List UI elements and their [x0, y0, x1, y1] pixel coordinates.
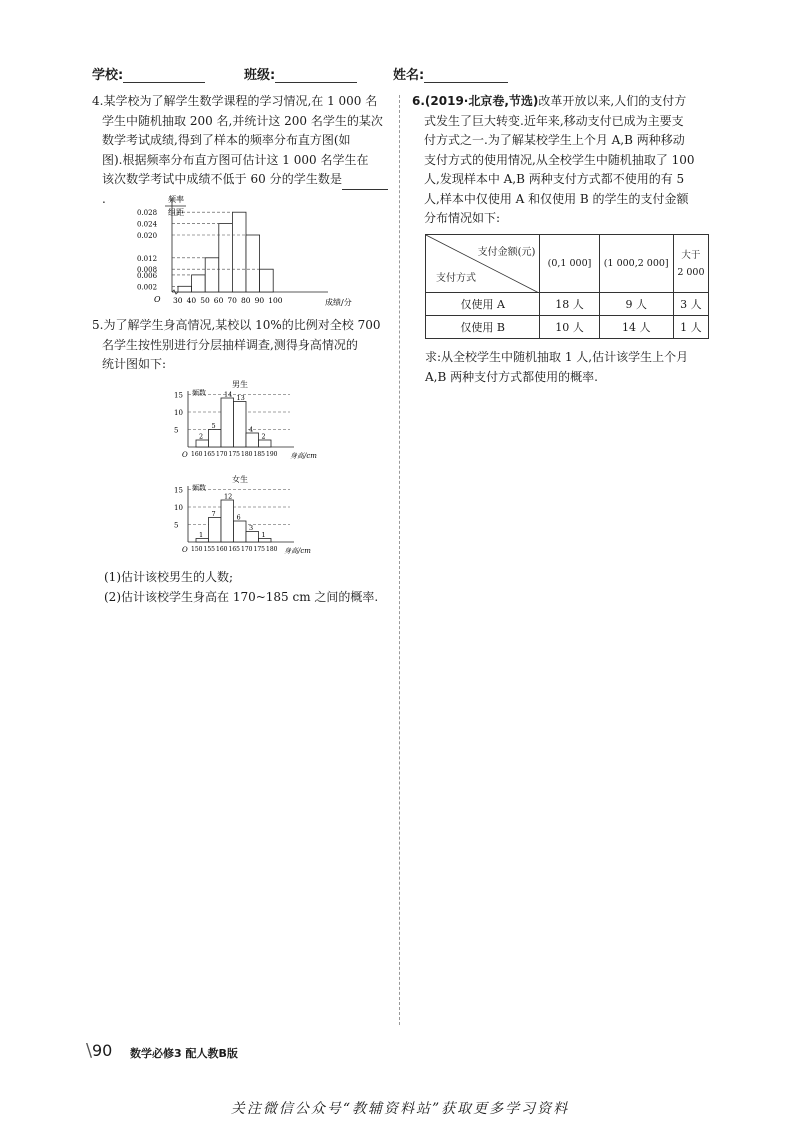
question-6 [412, 92, 709, 229]
y-tick-label: 5 [174, 426, 179, 435]
q6-ask2: A,B 两种支付方式都使用的概率. [425, 369, 598, 384]
table-cell: 9 人 [599, 293, 673, 316]
male-xlabel: 身高/cm [290, 452, 317, 460]
col3-top: 大于 [681, 249, 701, 261]
col-header-1: (0,1 000] [540, 235, 599, 293]
y-tick-label: 15 [174, 391, 183, 400]
histogram-bar [232, 212, 246, 292]
female-origin: O [182, 546, 188, 554]
name-block [393, 64, 508, 83]
y-tick-label: 0.024 [137, 220, 158, 229]
x-tick-label: 165 [228, 546, 240, 553]
footer-slash: \ [86, 1040, 93, 1061]
class-label: 班级: [244, 68, 276, 83]
x-tick-label: 150 [191, 546, 203, 553]
histogram-bar [205, 258, 219, 292]
x-tick-label: 175 [253, 546, 265, 553]
q4-line: 数学考试成绩,得到了样本的频率分布直方图(如 [102, 133, 351, 147]
male-height-chart [172, 377, 342, 463]
y-tick-label: 0.012 [137, 254, 158, 263]
score-histogram [132, 192, 372, 310]
bar-data-label: 5 [211, 422, 216, 430]
y-tick-label: 0.008 [137, 266, 158, 275]
x-tick-label: 70 [227, 296, 237, 305]
height-bar [221, 398, 234, 447]
x-tick-label: 60 [213, 296, 224, 305]
x-tick-label: 175 [228, 451, 240, 458]
female-height-chart [172, 472, 342, 558]
row-label: 仅使用 A [426, 293, 540, 316]
table-row [426, 316, 709, 339]
diag-top: 支付金额(元) [477, 247, 536, 258]
row-label: 仅使用 B [426, 316, 540, 339]
height-bar [234, 402, 247, 448]
bar-data-label: 1 [261, 531, 266, 539]
y-tick-label: 5 [174, 521, 179, 530]
x-tick-label: 80 [241, 296, 251, 305]
x-tick-label: 50 [200, 296, 210, 305]
q5-line: 统计图如下: [102, 357, 167, 371]
ylabel-bottom: 组距 [168, 208, 184, 217]
q6-line: 式发生了巨大转变.近年来,移动支付已成为主要支 [424, 113, 684, 128]
q4-line: 学生中随机抽取 200 名,并统计这 200 名学生的某次 [102, 113, 383, 128]
male-origin: O [182, 451, 188, 459]
height-bar [196, 440, 209, 447]
height-bar [234, 521, 247, 542]
q5-line: 5.为了解学生身高情况,某校以 10%的比例对全校 700 [92, 318, 381, 332]
male-chart-body [174, 391, 294, 459]
y-tick-label: 10 [174, 409, 183, 417]
q6-line: 分布情况如下: [424, 211, 501, 225]
height-bar [209, 430, 222, 448]
bar-data-label: 2 [199, 432, 204, 441]
q5-sub1: (1)估计该校男生的人数; [104, 570, 234, 584]
height-bar [246, 532, 259, 543]
table-cell: 14 人 [599, 316, 673, 339]
x-tick-label: 165 [203, 451, 215, 458]
bar-data-label: 13 [236, 394, 245, 402]
height-bar [259, 539, 272, 543]
x-tick-label: 30 [173, 296, 183, 305]
diagonal-header-cell [426, 235, 540, 293]
diag-bottom: 支付方式 [436, 273, 476, 284]
x-tick-label: 180 [241, 451, 253, 458]
height-bar [196, 539, 209, 543]
female-title: 女生 [232, 475, 248, 484]
col-header-3 [673, 235, 708, 293]
table-cell: 3 人 [673, 293, 708, 316]
x-tick-label: 160 [216, 546, 228, 553]
x-tick-label: 170 [241, 546, 253, 553]
bar-data-label: 4 [249, 425, 254, 434]
bar-data-label: 12 [224, 492, 233, 501]
x-tick-label: 190 [266, 451, 278, 458]
col3-bottom: 2 000 [677, 266, 705, 278]
q4-line: 图).根据频率分布直方图可估计这 1 000 名学生在 [102, 152, 369, 167]
answer-blank[interactable] [342, 177, 388, 190]
name-field [424, 70, 508, 83]
q6-line1: 改革开放以来,人们的支付方 [538, 94, 687, 108]
school-field [123, 70, 205, 83]
origin: O [154, 295, 161, 304]
histogram-bar [192, 275, 206, 292]
x-tick-label: 100 [268, 296, 283, 305]
question-6-ask [425, 348, 715, 387]
xlabel: 成绩/分 [325, 298, 352, 307]
x-tick-label: 155 [203, 546, 215, 553]
payment-table [425, 234, 709, 339]
x-tick-label: 160 [191, 451, 203, 458]
q6-ask1: 求:从全校学生中随机抽取 1 人,估计该学生上个月 [425, 350, 689, 364]
page-number: 90 [92, 1041, 113, 1060]
x-tick-label: 180 [266, 546, 278, 553]
x-tick-label: 185 [253, 451, 265, 458]
height-bar [246, 433, 259, 447]
bar-data-label: 1 [199, 531, 204, 539]
table-row [426, 293, 709, 316]
histogram-bar [178, 286, 192, 292]
height-bar [221, 500, 234, 542]
bar-data-label: 6 [236, 513, 241, 522]
bar-data-label: 2 [261, 432, 266, 441]
male-title: 男生 [232, 380, 248, 389]
bar-data-label: 14 [224, 390, 233, 399]
male-ylabel: 频数 [192, 389, 206, 397]
name-label: 姓名: [393, 68, 425, 83]
q6-line: 人,样本中仅使用 A 和仅使用 B 的学生的支付金额 [424, 191, 689, 206]
histogram-bar [219, 224, 233, 292]
female-chart-body [174, 486, 294, 553]
histogram-bar [260, 269, 274, 292]
question-5 [92, 316, 388, 375]
table-cell: 10 人 [540, 316, 599, 339]
y-tick-label: 0.020 [137, 232, 158, 240]
footer-note: 关注微信公众号“教辅资料站”获取更多学习资料 [230, 1101, 570, 1117]
table-cell: 18 人 [540, 293, 599, 316]
q6-line: 支付方式的使用情况,从全校学生中随机抽取了 100 [424, 152, 695, 167]
bar-data-label: 3 [249, 524, 254, 532]
x-tick-label: 90 [254, 296, 265, 305]
q5-line: 名学生按性别进行分层抽样调查,测得身高情况的 [102, 337, 358, 352]
female-ylabel: 频数 [192, 484, 206, 492]
female-xlabel: 身高/cm [284, 547, 311, 555]
y-tick-label: 0.006 [137, 271, 158, 280]
book-title: 数学必修3 配人教B版 [130, 1047, 238, 1060]
q4-line: 4.某学校为了解学生数学课程的学习情况,在 1 000 名 [92, 94, 378, 108]
y-tick-label: 0.002 [137, 283, 158, 292]
q6-line: 付方式之一.为了解某校学生上个月 A,B 两种移动 [424, 133, 685, 147]
y-tick-label: 0.028 [137, 209, 158, 218]
histogram-bar [246, 235, 260, 292]
q4-line5-text: 该次数学考试中成绩不低于 60 分的学生数是 [102, 172, 342, 186]
header [92, 64, 205, 83]
x-tick-label: 40 [186, 296, 197, 305]
q5-sub2: (2)估计该校学生身高在 170~185 cm 之间的概率. [104, 589, 379, 604]
ylabel-top: 频率 [168, 195, 184, 204]
y-tick-label: 10 [174, 504, 183, 512]
class-block [244, 64, 357, 83]
class-field [275, 70, 357, 83]
table-cell: 1 人 [673, 316, 708, 339]
height-bar [259, 440, 272, 447]
q6-line: 人,发现样本中 A,B 两种支付方式都不使用的有 5 [424, 172, 685, 186]
bar-data-label: 7 [211, 510, 216, 518]
height-bar [209, 518, 222, 543]
histogram-body [137, 198, 328, 305]
question-5-parts [104, 568, 390, 607]
y-tick-label: 15 [174, 486, 183, 495]
x-tick-label: 170 [216, 451, 228, 458]
q6-source: 6.(2019·北京卷,节选) [412, 94, 539, 108]
q6-line [412, 92, 709, 112]
school-label: 学校: [92, 68, 124, 83]
col-header-2: (1 000,2 000] [599, 235, 673, 293]
q4-period: . [102, 191, 106, 206]
column-divider [399, 95, 400, 1025]
